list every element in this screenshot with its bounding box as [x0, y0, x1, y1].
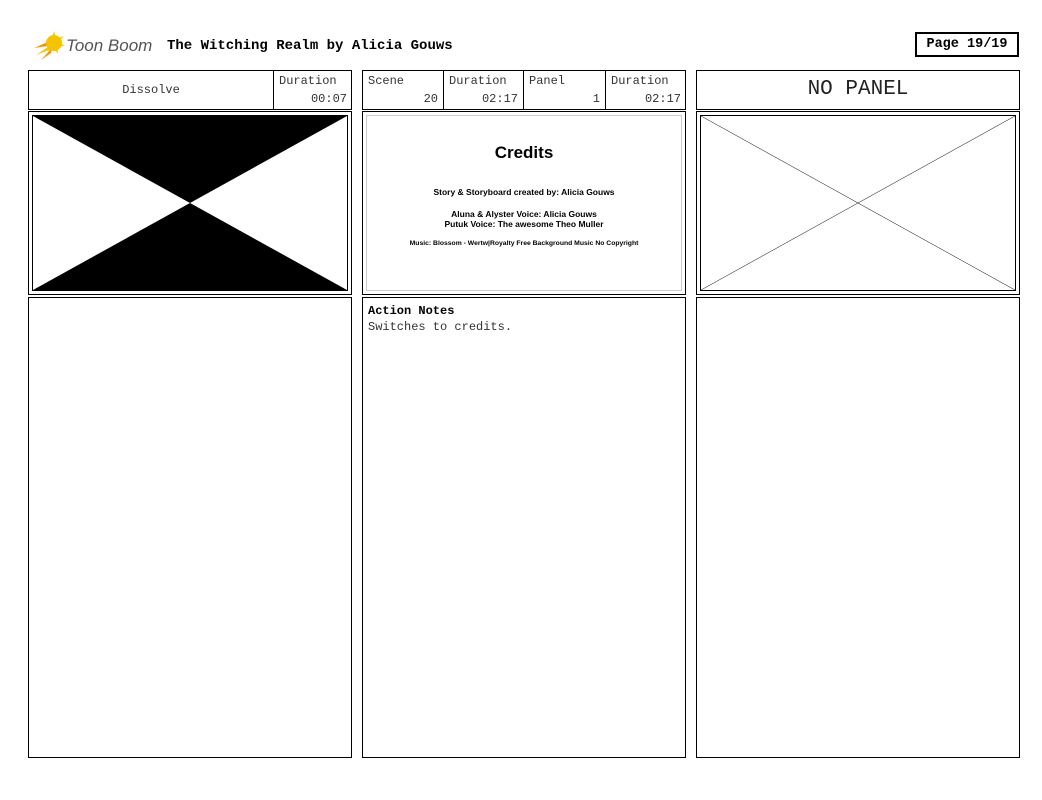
credits-title: Credits — [494, 143, 554, 162]
panel-label: Panel — [529, 74, 566, 88]
transition-duration-cell — [273, 71, 352, 109]
panel-cell — [523, 71, 605, 109]
next-panel-info — [696, 70, 1020, 110]
credits-line: Story & Storyboard created by: Alicia Gouws — [433, 187, 615, 197]
page-indicator: Page 19/19 — [915, 32, 1019, 57]
transition-preview-frame — [28, 111, 352, 295]
brand-name: Toon Boom — [66, 36, 153, 55]
action-notes-panel[interactable] — [362, 297, 686, 758]
scene-duration-cell — [443, 71, 523, 109]
credits-line: Music: Blossom - Wertw|Royalty Free Background Music No Copyright — [409, 240, 639, 247]
action-notes-text: Switches to credits. — [368, 320, 513, 334]
transition-duration-value: 00:07 — [310, 92, 347, 106]
credits-line: Putuk Voice: The awesome Theo Muller — [444, 219, 604, 229]
panel-duration-cell — [605, 71, 686, 109]
panel-duration-value: 02:17 — [644, 92, 681, 106]
transition-notes-panel — [28, 297, 352, 758]
panel-value: 1 — [592, 92, 600, 106]
panel-image — [366, 115, 682, 291]
transition-info — [28, 70, 352, 110]
panel-duration-label: Duration — [611, 74, 669, 88]
scene-duration-value: 02:17 — [481, 92, 518, 106]
dissolve-transition-icon — [32, 115, 348, 291]
no-panel-label: NO PANEL — [807, 78, 909, 101]
empty-panel-frame — [696, 111, 1020, 295]
transition-name: Dissolve — [122, 83, 180, 97]
panel-image-frame[interactable] — [362, 111, 686, 295]
transition-duration-label: Duration — [279, 74, 337, 88]
next-panel-notes — [696, 297, 1020, 758]
scene-value: 20 — [423, 92, 438, 106]
credits-line: Aluna & Alyster Voice: Alicia Gouws — [451, 209, 597, 219]
action-notes-title: Action Notes — [368, 304, 455, 318]
toon-boom-logo-icon — [32, 28, 66, 62]
scene-panel-info — [362, 70, 686, 110]
credits-card — [367, 116, 681, 290]
project-title: The Witching Realm by Alicia Gouws — [167, 38, 453, 54]
scene-duration-label: Duration — [449, 74, 507, 88]
empty-panel-placeholder-icon — [700, 115, 1016, 291]
scene-label: Scene — [368, 74, 405, 88]
scene-cell — [363, 71, 443, 109]
